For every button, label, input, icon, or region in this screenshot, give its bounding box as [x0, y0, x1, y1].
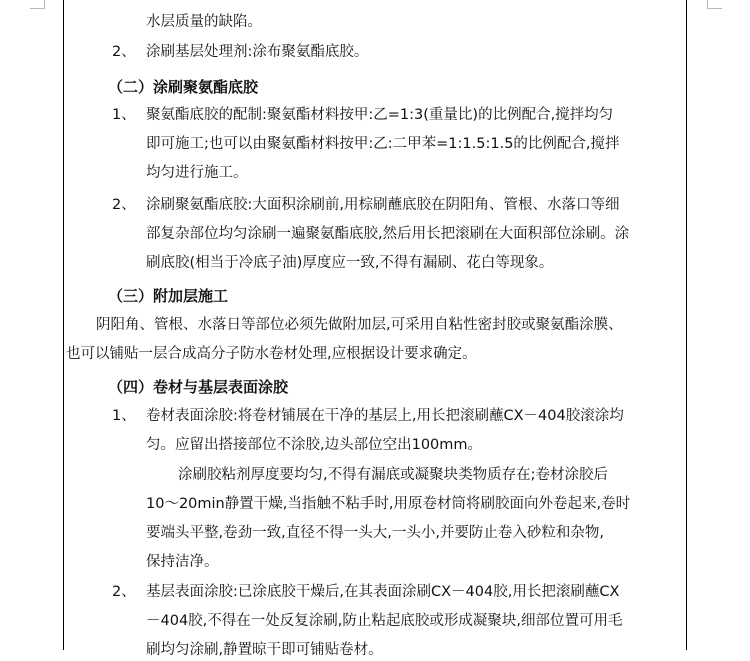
- text-line: 涂刷基层处理剂:涂布聚氨酯底胶。: [146, 44, 369, 60]
- section-heading: （三）附加层施工: [108, 287, 229, 305]
- text-line: 刷均匀涂刷,静置晾干即可铺贴卷材。: [146, 642, 383, 658]
- text-line: 基层表面涂胶:已涂底胶干燥后,在其表面涂刷CX－404胶,用长把滚刷蘸CX: [146, 584, 620, 600]
- section-heading: （二）涂刷聚氨酯底胶: [108, 78, 259, 96]
- text-line: 涂刷聚氨酯底胶:大面积涂刷前,用棕刷蘸底胶在阴阳角、管根、水落口等细: [146, 197, 620, 213]
- text-line: 也可以铺贴一层合成高分子防水卷材处理,应根据设计要求确定。: [66, 346, 477, 362]
- text-line: 10～20min静置干燥,当指触不粘手时,用原卷材筒将刷胶面向外卷起来,卷时: [146, 496, 631, 512]
- text-line: 部复杂部位均匀涂刷一遍聚氨酯底胶,然后用长把滚刷在大面积部位涂刷。涂: [146, 226, 630, 242]
- list-number: 2、: [112, 44, 136, 60]
- text-line: 保持洁净。: [146, 554, 219, 570]
- section-heading: （四）卷材与基层表面涂胶: [108, 378, 289, 396]
- text-line: 聚氨酯底胶的配制:聚氨酯材料按甲:乙=1:3(重量比)的比例配合,搅拌均匀: [146, 107, 614, 123]
- list-number: 1、: [112, 107, 136, 123]
- text-line: －404胶,不得在一处反复涂刷,防止粘起底胶或形成凝聚块,细部位置可用毛: [146, 613, 623, 629]
- text-line: 即可施工;也可以由聚氨酯材料按甲:乙:二甲苯=1:1.5:1.5的比例配合,搅拌: [146, 136, 620, 152]
- list-number: 2、: [112, 197, 136, 213]
- page-corner-mark-right: [707, 0, 722, 9]
- text-line: 阴阳角、管根、水落日等部位必须先做附加层,可采用自粘性密封胶或聚氨酯涂膜、: [96, 317, 623, 333]
- text-line: 涂刷胶粘剂厚度要均匀,不得有漏底或凝聚块类物质存在;卷材涂胶后: [178, 467, 608, 483]
- text-line: 刷底胶(相当于冷底子油)厚度应一致,不得有漏刷、花白等现象。: [146, 255, 554, 271]
- text-line: 卷材表面涂胶:将卷材铺展在干净的基层上,用长把滚刷蘸CX－404胶滚涂均: [146, 408, 624, 424]
- text-line: 均匀进行施工。: [146, 165, 248, 181]
- page-corner-mark-left: [30, 0, 45, 9]
- page-border-right: [686, 0, 687, 650]
- list-number: 2、: [112, 584, 136, 600]
- text-line: 匀。应留出搭接部位不涂胶,边头部位空出100mm。: [146, 437, 483, 453]
- text-line: 水层质量的缺陷。: [146, 14, 262, 30]
- text-line: 要端头平整,卷劲一致,直径不得一头大,一头小,并要防止卷入砂粒和杂物,: [146, 525, 605, 541]
- list-number: 1、: [112, 408, 136, 424]
- page-border-left: [63, 0, 64, 650]
